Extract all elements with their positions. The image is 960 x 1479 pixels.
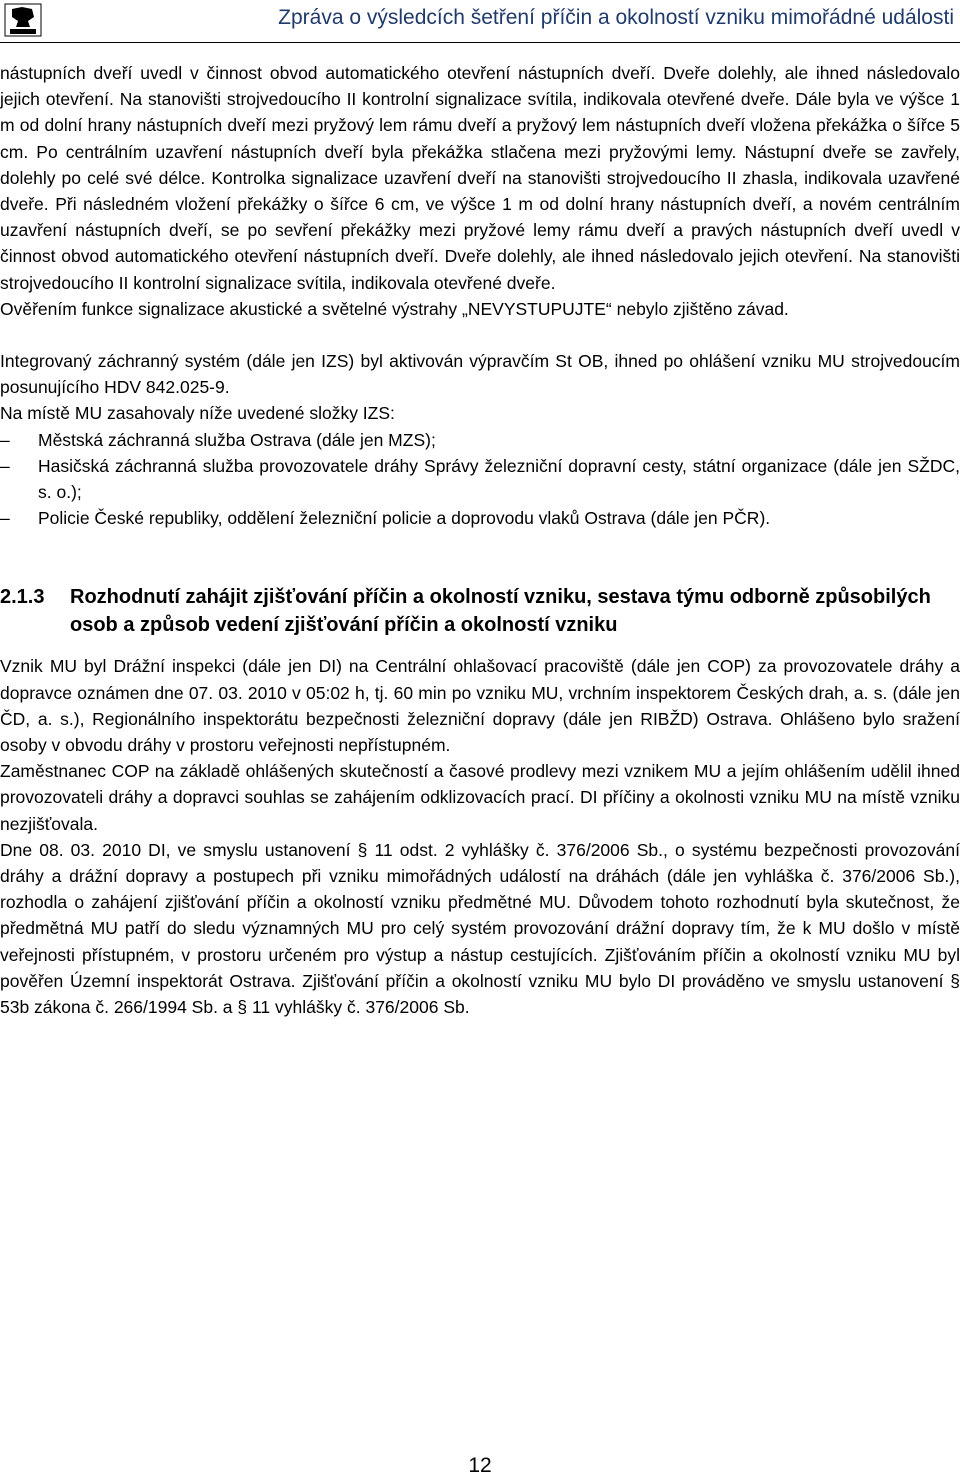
list-item: – Policie České republiky, oddělení železniční policie a doprovodu vlaků Ostrava (dále jen PČR). [0,505,960,531]
section-number: 2.1.3 [0,586,45,609]
list-item: – Hasičská záchranná služba provozovatele dráhy Správy železniční dopravní cesty, státní organizace (dále jen SŽDC, s. o.); [0,453,960,505]
paragraph-door-test: nástupních dveří uvedl v činnost obvod automatického otevření nástupních dveří. Dveře dolehly, ale ihned následovalo jejich otevření. Na stanovišti strojvedoucího II kontrolní signalizace svítila, indikovala otevřené dveře. Dále byla ve výšce 1 m od dolní hrany nástupních dveří mezi pryžový lem rámu dveří a pryžový lem nástupních dveří vložena překážka o šířce 5 cm. Po centrálním uzavření nástupních dveří byla překážka stlačena mezi pryžovými lemy. Nástupní dveře se zavřely, dolehly po celé své délce. Kontrolka signalizace uzavření dveří na stanovišti strojvedoucího II zhasla, indikovala uzavřené dveře. Při následném vložení překážky o šířce 6 cm, ve výšce 1 m od dolní hrany nástupních dveří, a novém centrálním uzavření nástupních dveří, se po sevření překážky mezi pryžové lemy rámu dveří a pravých nástupních dveří uvedl v činnost obvod automatického otevření nástupních dveří. Dveře dolehly, ale ihned následovalo jejich otevření. Na stanovišti strojvedoucího II kontrolní signalizace svítila, indikovala otevřené dveře. [0,63,960,293]
paragraph-notification: Vznik MU byl Drážní inspekci (dále jen DI) na Centrální ohlašovací pracoviště (dále jen COP) za provozovatele dráhy a dopravce oznámen dne 07. 03. 2010 v 05:02 h, tj. 60 min po vzniku MU, vrchním inspektorem Českých drah, a. s. (dále jen ČD, a. s.), Regionálního inspektorátu bezpečnosti železniční dopravy (dále jen RIBŽD) Ostrava. Ohlášeno bylo sražení osoby v obvodu dráhy v prostoru veřejnosti nepřístupném. [0,656,960,756]
header-divider [0,42,960,43]
section-title: Rozhodnutí zahájit zjišťování příčin a okolností vzniku, sestava týmu odborně způsobilých osob a způsob vedení zjišťování příčin a okolností vzniku [70,586,931,637]
header-title: Zpráva o výsledcích šetření příčin a okolností vzniku mimořádné události [278,6,954,29]
paragraph-izs-activation: Integrovaný záchranný systém (dále jen IZS) byl aktivován výpravčím St OB, ihned po ohlášení vzniku MU strojvedoucím posunujícího HDV 842.025-9. [0,351,960,398]
izs-units-list [0,427,960,532]
paragraph-cop-consent: Zaměstnanec COP na základě ohlášených skutečností a časové prodlevy mezi vznikem MU a jejím ohlášením udělil ihned provozovateli dráhy a dopravci souhlas se zahájením odklizovacích prací. DI příčiny a okolnosti vzniku MU na místě vzniku nezjišťovala. [0,761,960,834]
paragraph-decision: Dne 08. 03. 2010 DI, ve smyslu ustanovení § 11 odst. 2 vyhlášky č. 376/2006 Sb., o systému bezpečnosti provozování dráhy a drážní dopravy a postupech při vzniku mimořádných událostí na dráhách (dále jen vyhláška č. 376/2006 Sb.), rozhodla o zahájení zjišťování příčin a okolností vzniku předmětné MU. Důvodem tohoto rozhodnutí byla skutečnost, že předmětná MU patří do sledu významných MU pro celý systém provozování drážní dopravy tím, že k MU došlo v místě veřejnosti přístupném, v prostoru určeném pro výstup a nástup cestujících. Zjišťováním příčin a okolností vzniku MU byl pověřen Územní inspektorát Ostrava. Zjišťování příčin a okolností vzniku MU bylo DI prováděno ve smyslu ustanovení § 53b zákona č. 266/1994 Sb. a § 11 vyhlášky č. 376/2006 Sb. [0,839,960,1018]
spacer [0,322,960,348]
list-item: – Městská záchranná služba Ostrava (dále jen MZS); [0,427,960,453]
page-number: 12 [468,1454,492,1477]
dash-bullet: – [0,455,10,476]
dash-bullet: – [0,429,10,450]
spacer [0,531,960,583]
paragraph-izs-units: Na místě MU zasahovaly níže uvedené složky IZS: [0,403,395,424]
spacer [0,639,960,653]
drazni-inspekce-logo [4,3,42,37]
page-header [0,0,960,46]
section-heading [0,583,960,639]
page-content [0,60,960,1020]
dash-bullet: – [0,508,10,529]
paragraph-warning-check: Ověřením funkce signalizace akustické a světelné výstrahy „NEVYSTUPUJTE“ nebylo zjištěno závad. [0,298,789,319]
